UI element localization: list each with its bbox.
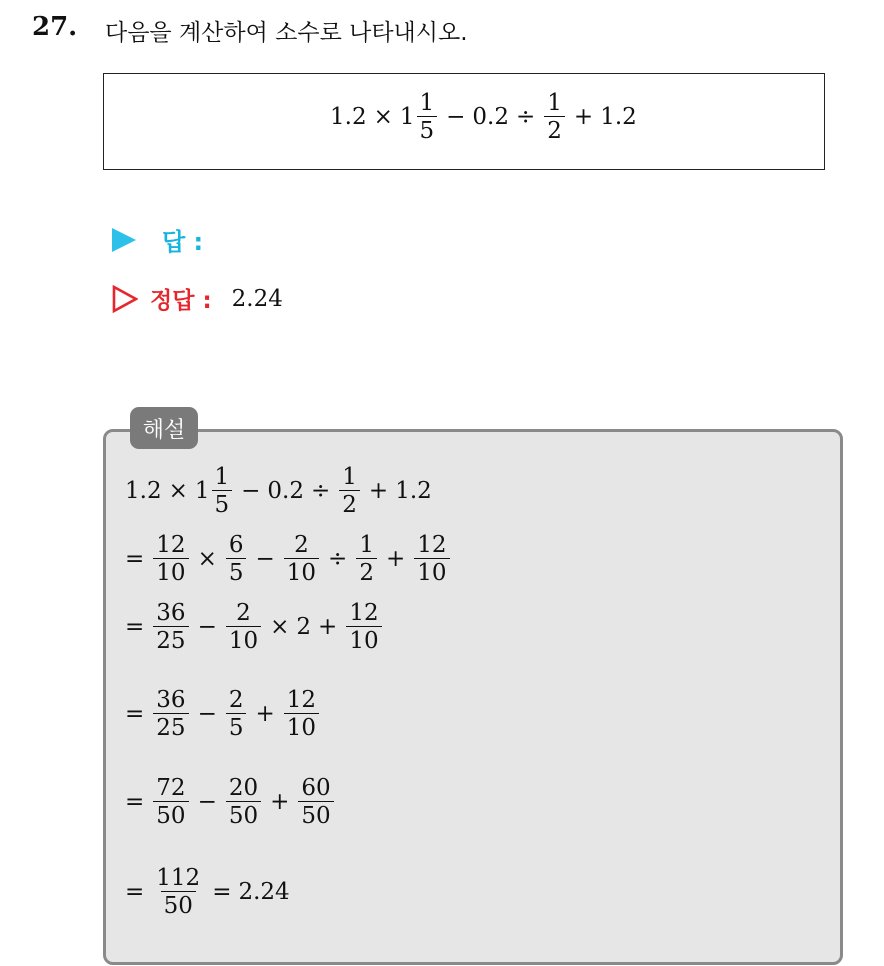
equals-sign: = <box>125 701 145 728</box>
fraction <box>284 533 319 585</box>
plus-sign: + <box>270 789 290 816</box>
solution-step-3 <box>125 601 384 653</box>
minus-sign: − <box>241 478 261 505</box>
minus-sign: − <box>446 104 466 131</box>
final-result: 2.24 <box>238 879 290 906</box>
whole-part: 1 <box>399 104 415 131</box>
fraction <box>226 533 247 585</box>
numerator: 12 <box>286 687 317 713</box>
solution-step-6 <box>125 866 290 918</box>
numerator: 2 <box>294 532 309 558</box>
solution-step-2 <box>125 533 452 585</box>
numerator: 36 <box>156 600 186 626</box>
numerator: 12 <box>156 532 186 558</box>
denominator: 50 <box>226 801 261 828</box>
fraction <box>298 776 333 828</box>
plus-sign: + <box>318 614 338 641</box>
minus-sign: − <box>197 789 217 816</box>
fraction <box>153 776 188 828</box>
minus-sign: − <box>197 614 217 641</box>
numerator: 36 <box>156 687 186 713</box>
problem-expression <box>330 91 637 143</box>
term: 1.2 <box>125 478 162 505</box>
term: 1.2 <box>395 478 432 505</box>
denominator: 25 <box>153 626 188 653</box>
denominator: 50 <box>153 801 188 828</box>
correct-answer-label: 정답 : <box>150 288 212 314</box>
whole-part: 1 <box>194 478 210 505</box>
numerator: 1 <box>547 90 562 116</box>
denominator: 5 <box>226 558 247 585</box>
numerator: 2 <box>236 600 251 626</box>
term: 0.2 <box>472 104 509 131</box>
denominator: 2 <box>356 558 377 585</box>
correct-answer-value: 2.24 <box>231 285 283 312</box>
times-sign: × <box>168 478 188 505</box>
divide-sign: ÷ <box>516 104 536 131</box>
denominator: 10 <box>346 626 381 653</box>
times-sign: × <box>373 104 393 131</box>
solution-tab: 해설 <box>130 407 198 449</box>
fraction <box>212 465 233 517</box>
play-arrow-icon <box>112 228 136 252</box>
plus-sign: + <box>255 701 275 728</box>
numerator: 12 <box>417 532 447 558</box>
plus-sign: + <box>573 104 594 131</box>
numerator: 1 <box>419 90 435 116</box>
fraction <box>153 688 188 740</box>
term: 0.2 <box>267 478 304 505</box>
numerator: 1 <box>342 464 357 490</box>
fraction <box>153 601 188 653</box>
minus-sign: − <box>197 701 217 728</box>
equals-sign: = <box>125 789 145 816</box>
fraction <box>153 866 203 918</box>
denominator: 2 <box>544 116 565 143</box>
fraction <box>356 533 377 585</box>
minus-sign: − <box>255 546 275 573</box>
denominator: 5 <box>226 713 247 740</box>
term: 1.2 <box>330 104 367 131</box>
answer-row <box>112 222 203 257</box>
fraction <box>226 776 261 828</box>
term: 2 <box>296 614 312 641</box>
solution-step-1 <box>125 465 432 517</box>
numerator: 1 <box>214 464 230 490</box>
plus-sign: + <box>385 546 406 573</box>
numerator: 12 <box>349 600 379 626</box>
denominator: 10 <box>153 558 188 585</box>
numerator: 72 <box>156 775 186 801</box>
denominator: 10 <box>284 713 319 740</box>
correct-answer-row <box>112 282 283 315</box>
question-number: 27. <box>32 12 78 42</box>
denominator: 25 <box>153 713 188 740</box>
fraction <box>339 465 360 517</box>
fraction <box>226 601 261 653</box>
term: 1.2 <box>600 104 637 131</box>
fraction <box>346 601 381 653</box>
denominator: 2 <box>339 490 360 517</box>
question-text: 다음을 계산하여 소수로 나타내시오. <box>105 20 468 46</box>
plus-sign: + <box>368 478 389 505</box>
numerator: 2 <box>228 687 244 713</box>
outline-play-arrow-icon <box>112 285 138 313</box>
denominator: 10 <box>284 558 319 585</box>
numerator: 112 <box>156 865 201 891</box>
equals-sign: = <box>125 614 145 641</box>
fraction <box>417 91 438 143</box>
answer-label: 답 : <box>162 228 204 256</box>
denominator: 5 <box>212 490 233 517</box>
denominator: 5 <box>417 116 438 143</box>
denominator: 50 <box>161 891 196 918</box>
denominator: 10 <box>414 558 449 585</box>
equals-sign: = <box>125 546 145 573</box>
fraction <box>414 533 449 585</box>
fraction <box>544 91 565 143</box>
equals-sign: = <box>125 879 145 906</box>
numerator: 1 <box>359 532 374 558</box>
solution-step-5 <box>125 776 336 828</box>
solution-step-4 <box>125 688 321 740</box>
divide-sign: ÷ <box>328 546 348 573</box>
fraction <box>226 688 247 740</box>
denominator: 50 <box>298 801 333 828</box>
fraction <box>153 533 188 585</box>
times-sign: × <box>197 546 217 573</box>
times-sign: × <box>270 614 290 641</box>
denominator: 10 <box>226 626 261 653</box>
fraction <box>284 688 319 740</box>
numerator: 20 <box>228 775 259 801</box>
equals-sign: = <box>212 879 232 906</box>
numerator: 60 <box>301 775 331 801</box>
divide-sign: ÷ <box>311 478 331 505</box>
numerator: 6 <box>228 532 244 558</box>
